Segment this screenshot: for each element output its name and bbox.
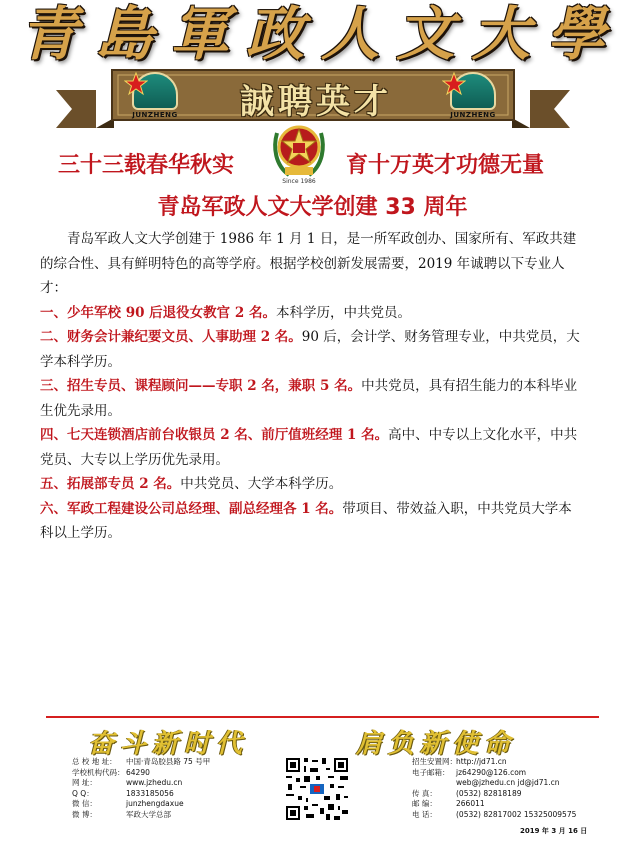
contact-value: 1833185056	[126, 788, 174, 798]
contact-key: 总 校 地 址：	[72, 757, 117, 766]
email-link[interactable]: jz64290@126.com	[456, 767, 527, 777]
title-char: 文	[396, 0, 455, 68]
contact-value: (0532) 82818189	[456, 788, 522, 798]
position-desc: 90 后，会计学、财务管理专业，中共党员，大学本科学历。	[40, 329, 580, 370]
title-char: 青	[20, 0, 79, 68]
title-char: 政	[245, 0, 304, 68]
title-char: 人	[321, 0, 380, 68]
contact-key: 招生安置网：	[412, 757, 457, 766]
position-item	[40, 472, 585, 497]
contact-row	[412, 757, 612, 768]
school-emblem-icon	[271, 117, 327, 189]
position-item	[40, 423, 585, 472]
contact-row	[72, 768, 272, 779]
position-desc: 本科学历，中共党员。	[275, 304, 411, 321]
contact-row	[412, 810, 612, 821]
left-badge	[124, 72, 186, 122]
position-desc: 中共党员，具有招生能力的本科毕业生优先录用。	[40, 378, 578, 419]
contact-value: 军政大学总部	[126, 809, 171, 819]
contact-row	[72, 789, 272, 800]
emblem-year: Since 1986	[282, 178, 316, 185]
contact-row	[412, 799, 612, 810]
position-item	[40, 325, 585, 374]
contact-key: 邮 编：	[412, 799, 437, 808]
publish-date: 2019 年 3 月 16 日	[520, 827, 588, 835]
star-icon	[132, 72, 178, 110]
intro-paragraph: 青岛军政人文大学创建于 1986 年 1 月 1 日，是一所军政创办、国家所有、军政共建的综合性、具有鲜明特色的高等学府。根据学校创新发展需要，2019 年诚聘以下专业人才：	[40, 231, 577, 296]
position-title: 五、拓展部专员 2 名。	[40, 476, 181, 492]
contact-row	[72, 778, 272, 789]
position-title: 一、少年军校 90 后退役女教官 2 名。	[40, 304, 276, 321]
contact-key: 微 博：	[72, 809, 97, 819]
contact-key: Q Q：	[72, 788, 94, 798]
website-link[interactable]: www.jzhedu.cn	[126, 778, 183, 787]
footer-divider	[46, 716, 599, 718]
contact-key: 微 信：	[72, 799, 97, 808]
email-link[interactable]: web@jzhedu.cn jd@jd71.cn	[456, 778, 560, 787]
title-char: 軍	[170, 0, 229, 68]
contact-key: 学校机构代码：	[72, 767, 125, 777]
position-title: 二、财务会计兼纪要文员、人事助理 2 名。	[40, 329, 302, 345]
badge-label: JUNZHENG	[132, 111, 178, 119]
contact-row	[72, 799, 272, 810]
title-char: 學	[546, 0, 605, 68]
contact-key: 网 址：	[72, 778, 97, 787]
contact-info-right	[412, 757, 612, 820]
contact-value: (0532) 82817002 15325009575	[456, 809, 577, 819]
contact-info-left	[72, 757, 272, 820]
header-title	[20, 2, 605, 66]
contact-key	[412, 778, 456, 789]
position-item	[40, 301, 585, 326]
contact-value: 266011	[456, 799, 485, 808]
banner-text: 誠聘英才	[240, 81, 392, 122]
contact-value: junzhengdaxue	[126, 799, 184, 808]
position-title: 四、七天连锁酒店前台收银员 2 名、前厅值班经理 1 名。	[40, 427, 389, 443]
badge-label: JUNZHENG	[450, 111, 496, 119]
contact-row	[412, 778, 612, 789]
position-desc: 高中、中专以上文化水平，中共党员、大专以上学历优先录用。	[40, 427, 578, 468]
position-title: 三、招生专员、课程顾问——专职 2 名，兼职 5 名。	[40, 378, 362, 394]
position-title: 六、军政工程建设公司总经理、副总经理各 1 名。	[40, 500, 343, 517]
motto-left: 奋斗新时代	[88, 729, 249, 759]
title-char: 島	[95, 0, 154, 68]
contact-key: 传 真：	[412, 788, 437, 798]
contact-row	[412, 768, 612, 779]
position-desc: 带项目、带效益入职，中共党员大学本科以上学历。	[40, 500, 572, 541]
contact-key: 电 话：	[412, 809, 437, 819]
contact-row	[72, 810, 272, 821]
position-item	[40, 374, 585, 423]
page-title: 青岛军政人文大学创建 33 周年	[157, 195, 468, 220]
star-icon	[450, 72, 496, 110]
contact-key: 电子邮箱：	[412, 767, 450, 777]
recruitment-body	[40, 227, 585, 546]
qr-code-icon	[284, 756, 350, 822]
contact-value: 64290	[126, 767, 150, 777]
title-char: 大	[471, 0, 530, 68]
website-link[interactable]: http://jd71.cn	[456, 757, 507, 766]
slogan-right: 育十万英才功德无量	[346, 153, 545, 178]
position-item	[40, 497, 585, 546]
contact-row	[72, 757, 272, 768]
position-desc: 中共党员、大学本科学历。	[180, 476, 343, 492]
slogan-left: 三十三载春华秋实	[58, 153, 235, 178]
motto-right: 肩负新使命	[356, 729, 517, 759]
contact-row	[412, 789, 612, 800]
contact-value: 中国·青岛胶县路 75 号甲	[126, 757, 211, 766]
right-badge	[442, 72, 504, 122]
